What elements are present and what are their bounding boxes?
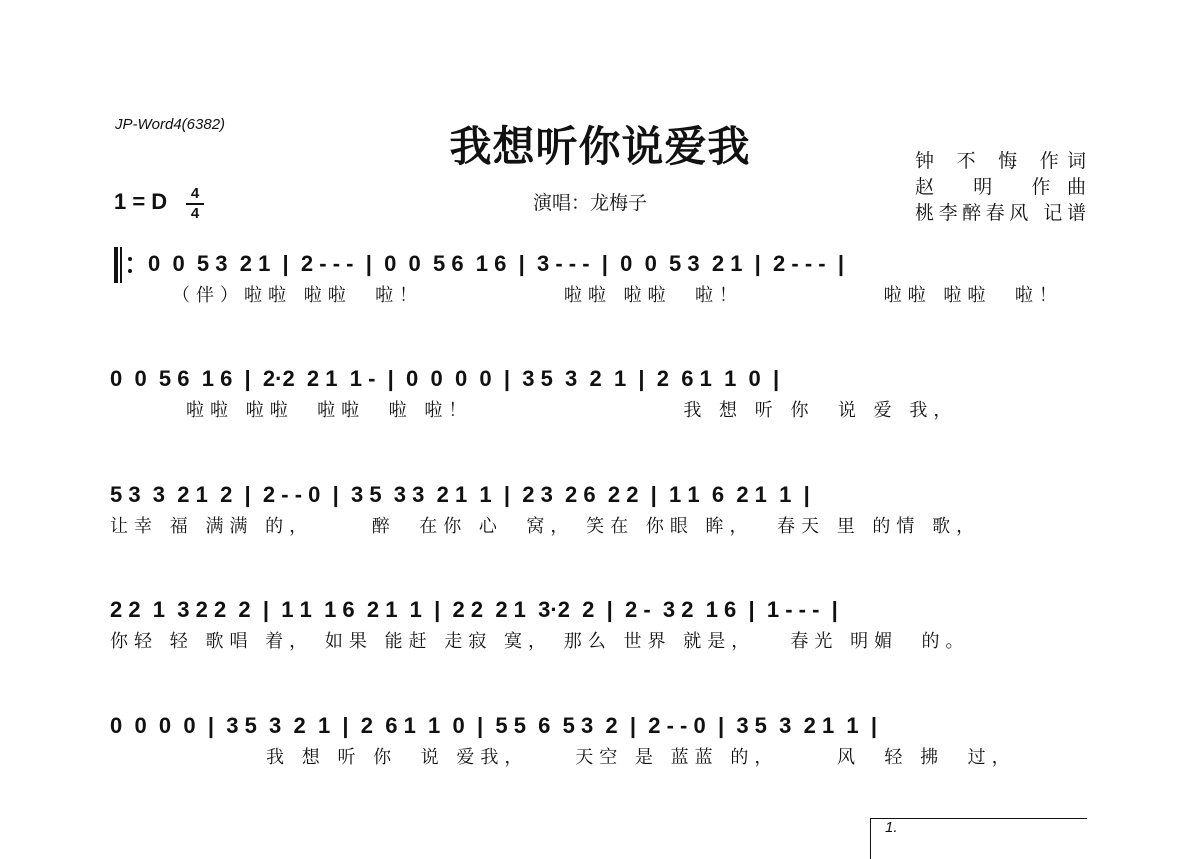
lyric-line: 啦啦 啦啦 啦啦 啦 啦！ 我 想 听 你 说 爱 我， xyxy=(186,400,958,421)
first-ending-bracket xyxy=(870,818,1087,859)
software-tag: JP-Word4(6382) xyxy=(115,116,226,133)
lyric-line: 让幸 福 满满 的， 醉 在你 心 窝， 笑在 你眼 眸， 春天 里 的情 歌， xyxy=(110,516,981,537)
notation-line: 0 0 5 3 2 1 | 2 - - - | 0 0 5 6 1 6 | 3 - - - | 0 0 5 3 2 1 | 2 - - - | xyxy=(148,251,844,276)
meter-bottom: 4 xyxy=(190,205,200,222)
lyricist-credit: 钟 不 悔 作词 xyxy=(915,150,1086,172)
notation-line: 0 0 0 0 | 3 5 3 2 1 | 2 6 1 1 0 | 5 5 6 5 3 2 | 2 - - 0 | 3 5 3 2 1 1 | xyxy=(110,713,878,738)
singer-credit: 演唱：龙梅子 xyxy=(533,192,648,214)
notation-line: 0 0 5 6 1 6 | 2·2 2 1 1 - | 0 0 0 0 | 3 5 3 2 1 | 2 6 1 1 0 | xyxy=(110,366,780,391)
song-title: 我想听你说爱我 xyxy=(449,122,751,171)
notation-line: 5 3 3 2 1 2 | 2 - - 0 | 3 5 3 3 2 1 1 | 2 3 2 6 2 2 | 1 1 6 2 1 1 | xyxy=(110,482,810,507)
meter-top: 4 xyxy=(190,185,200,202)
composer-credit: 赵 明 作曲 xyxy=(915,176,1086,198)
key-signature: 1 = D xyxy=(114,189,168,214)
volta-label: 1. xyxy=(885,819,898,836)
lyric-line: （伴）啦啦 啦啦 啦！ 啦啦 啦啦 啦！ 啦啦 啦啦 啦！ xyxy=(172,285,1063,306)
time-signature xyxy=(186,186,204,222)
lyric-line: 我 想 听 你 说 爱我， 天空 是 蓝蓝 的， 风 轻 拂 过， xyxy=(266,747,1016,768)
lyric-line: 你轻 轻 歌唱 着， 如果 能赶 走寂 寞， 那么 世界 就是， 春光 明媚 的。 xyxy=(110,631,970,652)
transcriber-credit: 桃李醉春风 记谱 xyxy=(915,202,1086,224)
credits xyxy=(915,148,1086,226)
notation-line: 2 2 1 3 2 2 2 | 1 1 1 6 2 1 1 | 2 2 2 1 3·2 2 | 2 - 3 2 1 6 | 1 - - - | xyxy=(110,597,838,622)
